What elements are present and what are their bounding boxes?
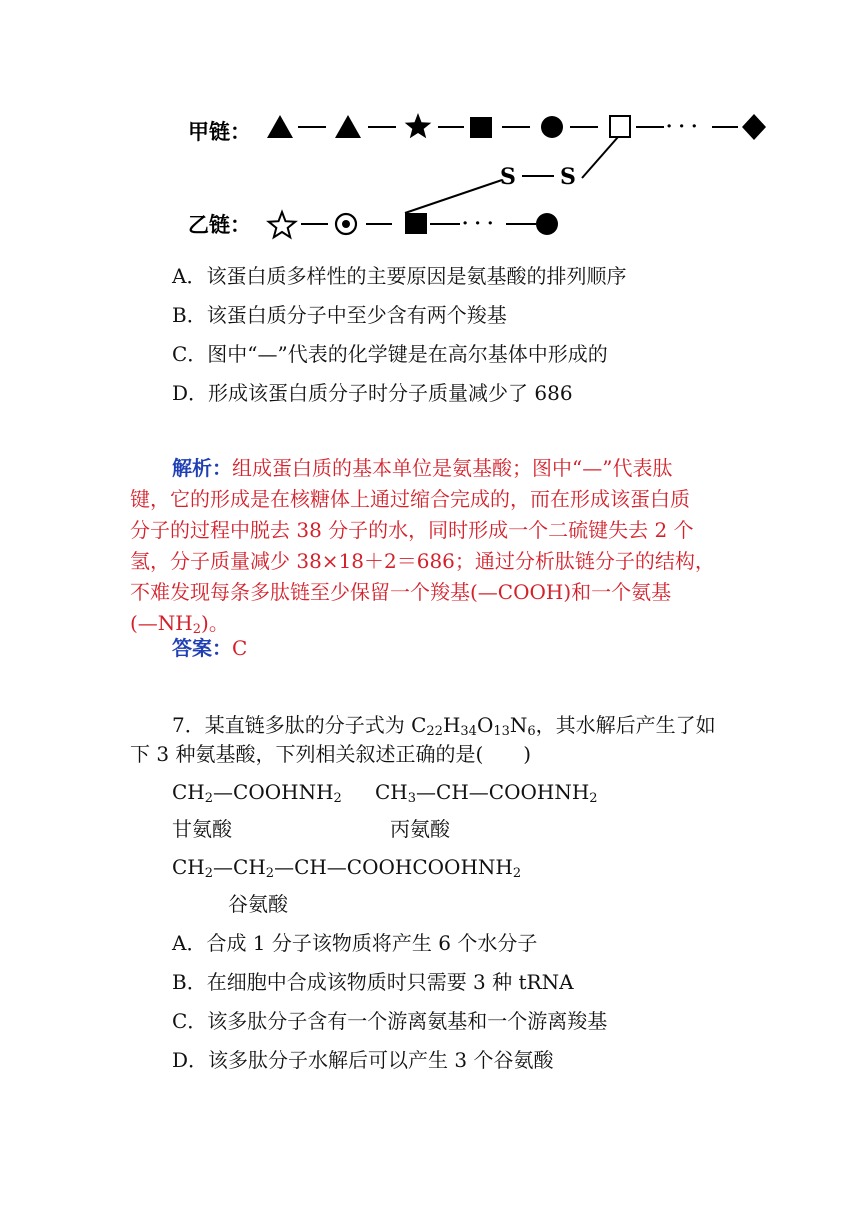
q7-option-d: D．该多肽分子水解后可以产生 3 个谷氨酸: [172, 1048, 554, 1072]
sulfur-1: S: [500, 164, 516, 190]
alanine-name: 丙氨酸: [390, 817, 450, 841]
chain-a-star: [405, 113, 432, 138]
q6-option-d: D．形成该蛋白质分子时分子质量减少了 686: [172, 381, 573, 405]
analysis-line-6: $(—NH_2)$。: [130, 611, 229, 637]
chain-b-square: [405, 213, 427, 234]
answer-value: C: [232, 636, 248, 660]
analysis-line-4: 氢，分子质量减少 38×18＋2＝686；通过分析肽链分子的结构，: [130, 549, 715, 573]
chain-a-open-square: [610, 116, 630, 137]
chain-a-diamond: [742, 114, 766, 140]
glycine-name: 甘氨酸: [172, 817, 232, 841]
answer-line: [172, 636, 247, 660]
peptide-chain-diagram: [160, 100, 780, 250]
sulfur-2: S: [560, 164, 576, 190]
chain-b-label: 乙链：: [188, 213, 251, 237]
q7-option-b: B．在细胞中合成该物质时只需要 3 种 tRNA: [172, 970, 574, 994]
disulfide-link-upper: [582, 137, 618, 178]
q7-option-c: C．该多肽分子含有一个游离氨基和一个游离羧基: [172, 1009, 608, 1033]
chain-a-label: 甲链：: [188, 120, 251, 144]
analysis-line-1: [172, 453, 672, 484]
chain-b-circle: [536, 213, 558, 235]
chain-b-open-star: [269, 212, 296, 237]
analysis-line-3: 分子的过程中脱去 38 分子的水，同时形成一个二硫键失去 2 个: [130, 518, 694, 542]
glutamic-acid-name: 谷氨酸: [228, 892, 288, 916]
disulfide-link-lower: [405, 180, 502, 213]
analysis-line-5: 不难发现每条多肽链至少保留一个羧基(—COOH)和一个氨基: [130, 580, 672, 604]
q6-option-c: C．图中“—”代表的化学键是在高尔基体中形成的: [172, 342, 608, 366]
chain-a-ellipsis: · · ·: [666, 116, 698, 137]
glutamic-acid-formula: $CH_2—CH_2—CH—COOHCOOHNH_2$: [172, 855, 522, 881]
q7-stem-line-2: 下 3 种氨基酸，下列相关叙述正确的是( ): [130, 742, 532, 766]
answer-label: 答案：: [172, 636, 232, 660]
q6-option-a: A．该蛋白质多样性的主要原因是氨基酸的排列顺序: [172, 264, 627, 288]
chain-a-square: [470, 117, 492, 138]
analysis-line-2: 键，它的形成是在核糖体上通过缩合完成的，而在形成该蛋白质: [130, 487, 690, 511]
chain-a-triangle-1: [267, 115, 293, 138]
chain-a-circle: [541, 116, 563, 138]
chain-b-ellipsis: · · ·: [462, 213, 494, 234]
q7-option-a: A．合成 1 分子该物质将产生 6 个水分子: [172, 931, 538, 955]
chain-a-triangle-2: [335, 115, 361, 138]
q7-stem-line-1: 7．某直链多肽的分子式为 $C_{22}H_{34}O_{13}N_6$，其水解后产生了如: [172, 713, 716, 739]
glycine-formula: $CH_2—COOHNH_2$: [172, 780, 342, 806]
q6-option-b: B．该蛋白质分子中至少含有两个羧基: [172, 303, 507, 327]
alanine-formula: $CH_3—CH—COOHNH_2$: [375, 780, 598, 806]
analysis-label: 解析：: [172, 456, 232, 480]
analysis-text-1: 组成蛋白质的基本单位是氨基酸；图中“—”代表肽: [232, 456, 673, 480]
